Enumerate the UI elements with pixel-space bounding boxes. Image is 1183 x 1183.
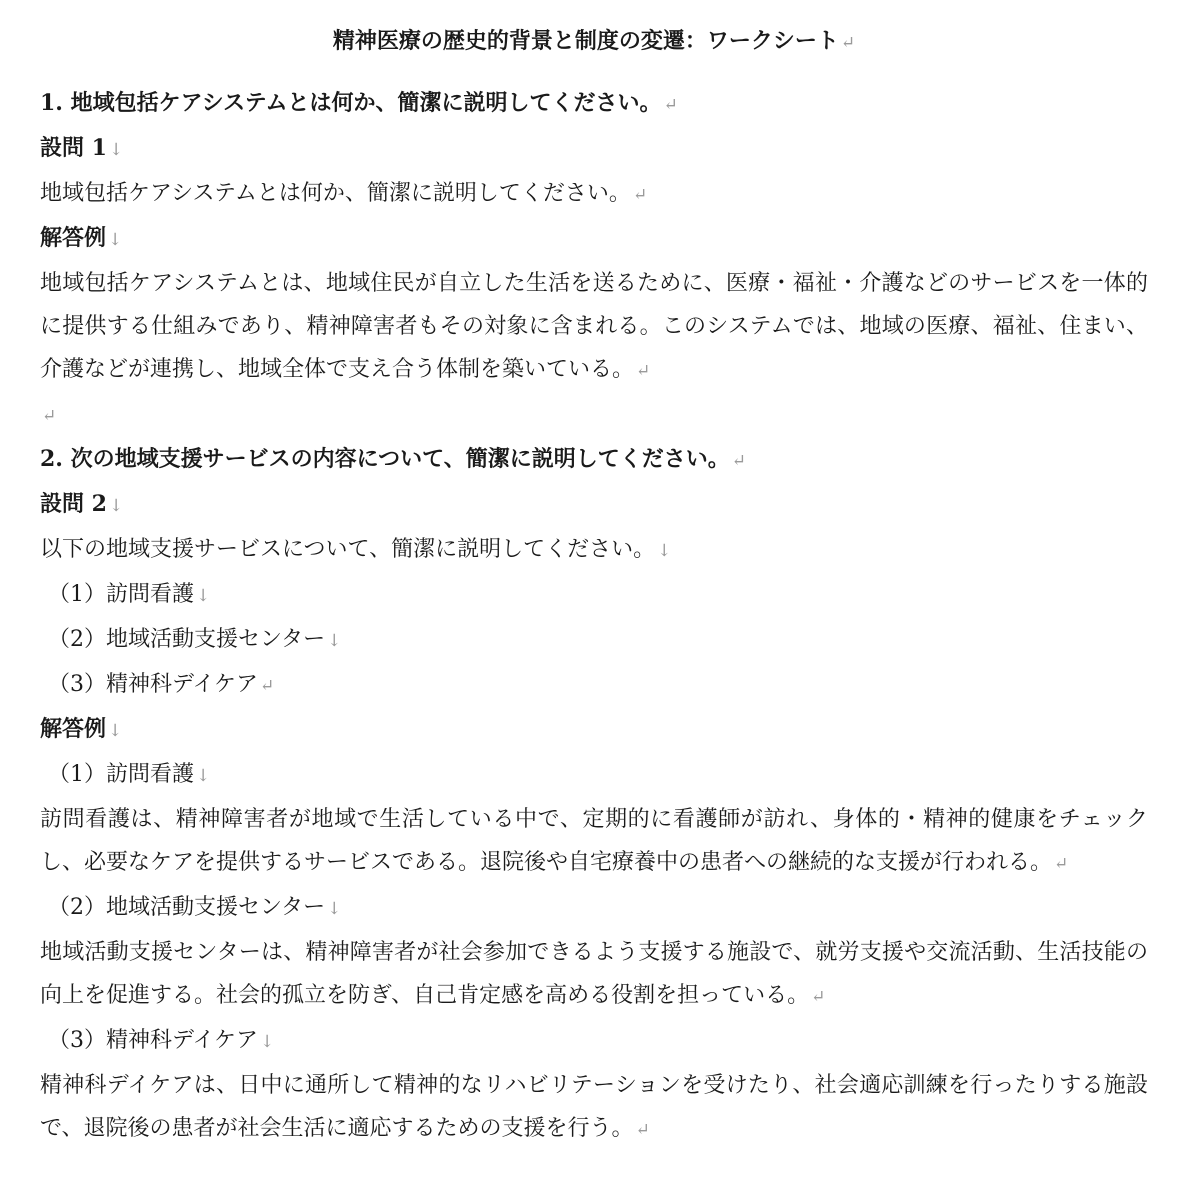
answer-item-label-text: （1）訪問看護	[48, 762, 194, 787]
answer-item-text-content: 地域活動支援センターは、精神障害者が社会参加できるよう支援する施設で、就労支援や交流活動、生活技能の向上を促進する。社会的孤立を防ぎ、自己肯定感を高める役割を担っている。	[40, 940, 1148, 1008]
section1-question-text	[40, 172, 1148, 217]
answer-item-text-content: 訪問看護は、精神障害者が地域で生活している中で、定期的に看護師が訪れ、身体的・精神的健康をチェックし、必要なケアを提供するサービスである。退院後や自宅療養中の患者への継続的な支援が行われる。	[40, 807, 1148, 875]
line-break-mark: ↓	[327, 899, 342, 919]
paragraph-mark: ↵	[811, 987, 826, 1007]
line-break-mark: ↓	[260, 1032, 275, 1052]
section2-question-item	[40, 618, 1148, 663]
worksheet-title-text: 精神医療の歴史的背景と制度の変遷：ワークシート	[332, 28, 839, 54]
section1-question-label	[40, 127, 1148, 172]
answer-item-label-text: （2）地域活動支援センター	[48, 895, 326, 920]
paragraph-mark: ↵	[840, 33, 856, 53]
worksheet-page	[40, 20, 1148, 1152]
answer-item-text-content: 精神科デイケアは、日中に通所して精神的なリハビリテーションを受けたり、社会適応訓練を行ったりする施設で、退院後の患者が社会生活に適応するための支援を行う。	[40, 1073, 1148, 1141]
paragraph-mark: ↵	[42, 406, 57, 426]
paragraph-mark: ↵	[632, 185, 648, 205]
section2-question-text	[40, 528, 1148, 573]
section1-heading-text: 1. 地域包括ケアシステムとは何か、簡潔に説明してください。	[40, 90, 662, 116]
empty-paragraph	[40, 393, 1148, 438]
line-break-mark: ↓	[108, 721, 123, 741]
line-break-mark: ↓	[108, 496, 124, 516]
section2-answer-item-text	[40, 798, 1148, 886]
section2-answer-item-label	[40, 886, 1148, 931]
section2-answer-item-text	[40, 1064, 1148, 1152]
section1-answer-text	[40, 262, 1148, 393]
paragraph-mark: ↵	[636, 361, 651, 381]
section2-question-label-text: 設問 2	[40, 491, 107, 517]
paragraph-mark: ↵	[635, 1120, 650, 1140]
worksheet-title	[40, 20, 1148, 62]
section2-question-label	[40, 483, 1148, 528]
section2-question-item-text: （1）訪問看護	[48, 582, 194, 607]
section2-question-item-text: （2）地域活動支援センター	[48, 627, 326, 652]
paragraph-mark: ↵	[731, 451, 746, 471]
section2-heading	[40, 438, 1148, 483]
section2-answer-item-text	[40, 931, 1148, 1019]
line-break-mark: ↓	[108, 140, 124, 160]
section2-answer-item-label	[40, 1019, 1148, 1064]
line-break-mark: ↓	[196, 586, 211, 606]
line-break-mark: ↓	[327, 631, 342, 651]
section2-answer-label	[40, 708, 1148, 753]
section1-answer-text-content: 地域包括ケアシステムとは、地域住民が自立した生活を送るために、医療・福祉・介護などのサービスを一体的に提供する仕組みであり、精神障害者もその対象に含まれる。このシステムでは、地域の医療、福祉、住まい、介護などが連携し、地域全体で支え合う体制を築いている。	[40, 271, 1148, 382]
section1-heading	[40, 82, 1148, 127]
section1-answer-label	[40, 217, 1148, 262]
section1-question-text-content: 地域包括ケアシステムとは何か、簡潔に説明してください。	[40, 181, 631, 206]
section2-question-item	[40, 573, 1148, 618]
line-break-mark: ↓	[196, 766, 211, 786]
line-break-mark: ↓	[108, 230, 123, 250]
paragraph-mark: ↵	[1054, 854, 1069, 874]
section1-question-label-text: 設問 1	[40, 135, 107, 161]
section2-question-item-text: （3）精神科デイケア	[48, 672, 259, 697]
paragraph-mark: ↵	[663, 95, 678, 115]
section1-answer-label-text: 解答例	[40, 225, 107, 251]
answer-item-label-text: （3）精神科デイケア	[48, 1028, 259, 1053]
line-break-mark: ↓	[657, 541, 672, 561]
section2-question-text-content: 以下の地域支援サービスについて、簡潔に説明してください。	[40, 537, 656, 562]
section2-answer-label-text: 解答例	[40, 716, 107, 742]
paragraph-mark: ↵	[260, 676, 275, 696]
section2-question-item	[40, 663, 1148, 708]
section2-heading-text: 2. 次の地域支援サービスの内容について、簡潔に説明してください。	[40, 446, 730, 472]
section2-answer-item-label	[40, 753, 1148, 798]
